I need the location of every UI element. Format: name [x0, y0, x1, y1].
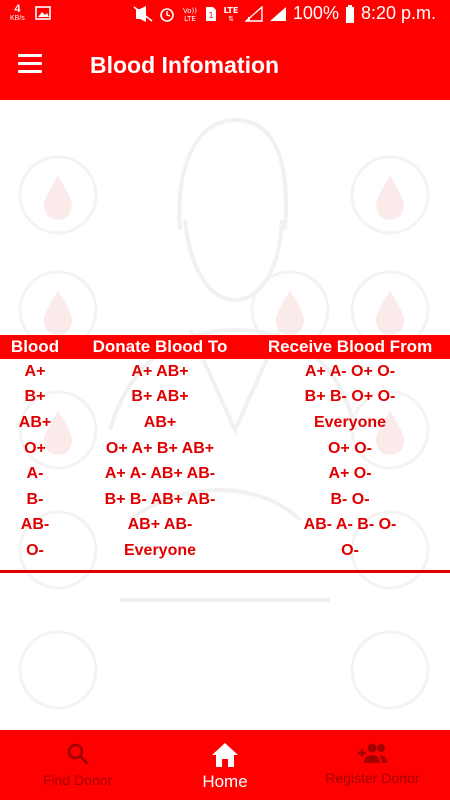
blood-type: B+: [24, 388, 46, 406]
battery-percent: 100%: [292, 3, 339, 23]
nav-find-donor-label: Find Donor: [42, 772, 113, 788]
blood-type: AB+: [18, 413, 52, 431]
receive-from: O-: [341, 541, 359, 559]
table-row: [0, 461, 450, 487]
blood-type: O+: [24, 439, 46, 457]
lte-icon: [223, 5, 239, 23]
bottom-navigation: [0, 730, 450, 800]
svg-text:1: 1: [208, 10, 214, 20]
search-icon: [66, 742, 90, 766]
alarm-icon: [159, 6, 175, 22]
mute-icon: [133, 6, 153, 22]
home-icon: [211, 742, 239, 768]
donate-to: B+ B- AB+ AB-: [104, 490, 216, 508]
receive-from: A+ A- O+ O-: [304, 362, 396, 380]
svg-text:Vo)): Vo)): [182, 6, 197, 15]
app-bar: [0, 30, 450, 100]
donate-to: A+ A- AB+ AB-: [104, 465, 216, 483]
nav-register-donor[interactable]: [295, 730, 450, 800]
page-title: Blood Infomation: [90, 52, 280, 78]
signal-icon: [245, 6, 263, 22]
blood-type: O-: [26, 541, 44, 559]
blood-type: A-: [26, 465, 44, 483]
header-receive: Receive Blood From: [267, 337, 433, 356]
table-row: [0, 410, 450, 436]
image-icon: [35, 6, 51, 20]
battery-icon: [345, 5, 355, 23]
table-row: [0, 513, 450, 539]
donate-to: Everyone: [123, 541, 197, 559]
blood-type: B-: [26, 490, 44, 508]
donate-to: AB+: [143, 413, 177, 431]
table-row: [0, 359, 450, 385]
add-people-icon: [356, 742, 388, 764]
blood-type: A+: [24, 362, 46, 380]
receive-from: B- O-: [330, 490, 370, 508]
status-bar: [0, 0, 450, 30]
table-row: [0, 487, 450, 513]
svg-text:⇅: ⇅: [227, 14, 234, 23]
table-row: [0, 538, 450, 564]
donate-to: B+ AB+: [131, 388, 189, 406]
signal-icon-2: [269, 6, 287, 22]
blood-type: AB-: [20, 516, 50, 534]
hamburger-menu-icon[interactable]: [18, 54, 42, 74]
volte-icon: [181, 5, 199, 23]
nav-home[interactable]: [155, 730, 295, 800]
svg-text:LTE: LTE: [184, 14, 196, 23]
table-row: [0, 436, 450, 462]
table-divider: [0, 570, 450, 573]
receive-from: O+ O-: [327, 439, 372, 457]
receive-from: Everyone: [313, 413, 387, 431]
nav-register-donor-label: Register Donor: [325, 770, 420, 786]
network-speed-unit: KB/s: [10, 15, 25, 22]
header-blood: Blood: [10, 337, 60, 356]
network-speed-value: 4: [14, 3, 21, 15]
donate-to: AB+ AB-: [127, 516, 193, 534]
blood-compatibility-table: [0, 335, 450, 573]
nav-find-donor[interactable]: [0, 730, 155, 800]
table-row: [0, 385, 450, 411]
donate-to: O+ A+ B+ AB+: [105, 439, 215, 457]
clock: 8:20 p.m.: [360, 3, 436, 23]
network-speed: [10, 4, 25, 22]
receive-from: A+ O-: [328, 465, 372, 483]
nav-home-label: Home: [202, 772, 248, 791]
donate-to: A+ AB+: [131, 362, 189, 380]
svg-text:LTE: LTE: [223, 5, 239, 15]
sim-1-icon: [205, 6, 217, 22]
table-header: [0, 335, 450, 359]
receive-from: AB- A- B- O-: [303, 516, 397, 534]
header-donate: Donate Blood To: [92, 337, 228, 356]
receive-from: B+ B- O+ O-: [304, 388, 396, 406]
